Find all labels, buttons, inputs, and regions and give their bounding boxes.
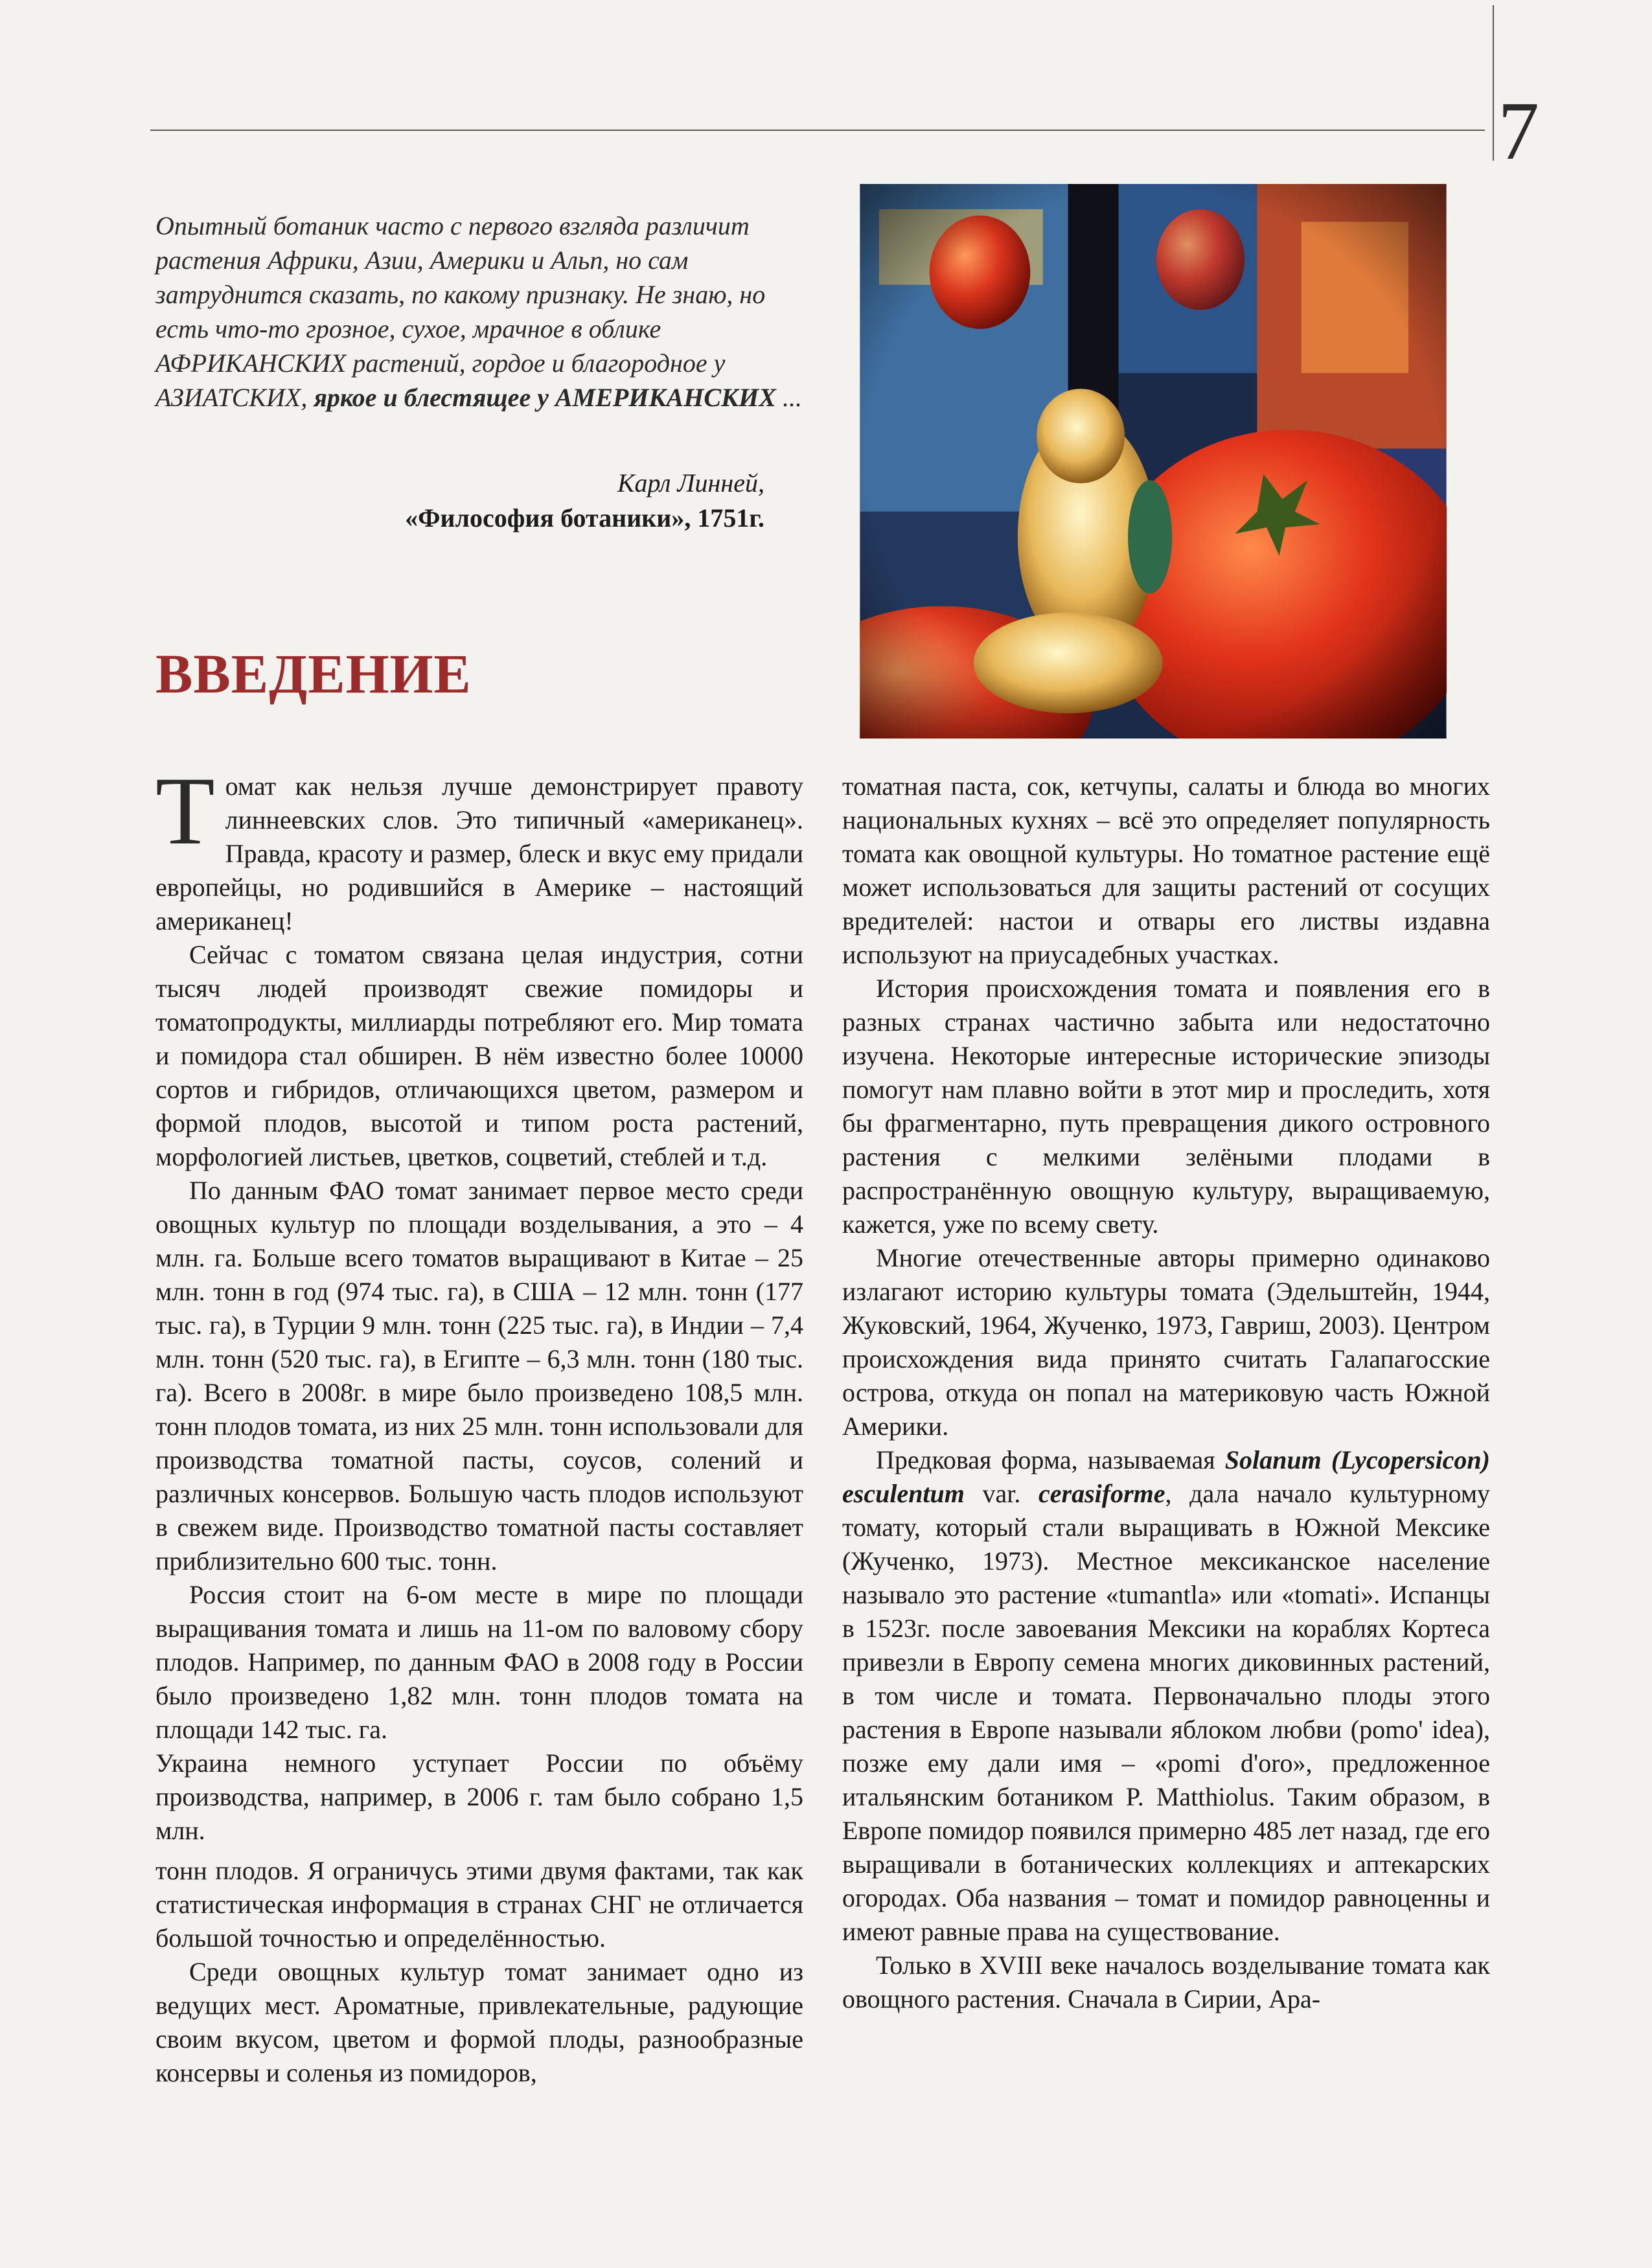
text-run: , дала начало культурному томату, который стали выращивать в Южной Мексике (Жученко, 1973). Местное мексиканское население называло это растение «tumantla» или «tomati». Испанцы в 1523г. после завоевания Мексики на кораблях Кортеса привезли в Европу семена многих диковинных растений, в том числе и томата. Первоначально плоды этого растения в Европе называли яблоком любви (pomo' idea), позже ему дали имя – «pomi d'oro», предложенное итальянским ботаником P. Matthiolus. Таким образом, в Европе помидор появился примерно 485 лет назад, где его выращивали в ботанических коллекциях и аптекарских огородах. Оба названия – томат и помидор равноценны и имеют равные права на существование. [842,1479,1491,1946]
drop-cap: Т [155,757,215,865]
paragraph: Многие отечественные авторы примерно одинаково излагают историю культуры томата (Эдельштейн, 1944, Жуковский, 1964, Жученко, 1973, Гавриш, 2003). Центром происхождения вида принято считать Галапагосские острова, откуда он попал на материковую часть Южной Америки. [842,1243,1490,1441]
paragraph: Сейчас с томатом связана целая индустрия, сотни тысяч людей производят свежие помидоры и томатопродукты, миллиарды потребляют его. Мир томата и помидора стал обширен. В нём известно более 10000 сортов и гибридов, отличающихся цветом, размером и формой плодов, высотой и типом роста растений, морфологией листьев, цветков, соцветий, стеблей и т.д. [155,940,803,1171]
intro-text: омат как нельзя лучше демонстрирует правоту линнеевских слов. Это типичный «американец». Правда, красоту и размер, блеск и вкус ему придали европейцы, но родившийся в Америке – настоящий американец! [155,772,803,935]
tomatoes-with-figurine-photo [852,176,1454,746]
page-number: 7 [1498,85,1539,177]
photo-illustration [860,184,1447,739]
epigraph [155,209,803,415]
epigraph-source: «Философия ботаники», 1751г. [405,503,764,533]
epigraph-author: Карл Линней, [617,468,764,498]
paragraph: тонн плодов. Я ограничусь этими двумя фактами, так как статистическая информация в странах СНГ не отличается большой точностью и определённостью. [155,1856,803,1953]
header-rule [150,130,1485,131]
paragraph: Россия стоит на 6-ом месте в мире по площади выращивания томата и лишь на 11-ом по валовому сбору плодов. Например, по данным ФАО в 2008 году в России было произведено 1,82 млн. тонн плодов томата на площади 142 тыс. га. [155,1580,803,1744]
epigraph-ellipsis: ... [782,383,802,412]
paragraph: История происхождения томата и появления его в разных странах частично забыта или недостаточно изучена. Некоторые интересные исторические эпизоды помогут нам плавно войти в этот мир и проследить, хотя бы фрагментарно, путь превращения дикого островного растения с мелкими зелёными плодами в распространённую овощную культуру, выращиваемую, кажется, уже по всему свету. [842,974,1490,1239]
paragraph: томатная паста, сок, кетчупы, салаты и блюда во многих национальных кухнях – всё это определяет популярность томата как овощной культуры. Но томатное растение ещё может использоваться для защиты растений от сосущих вредителей: настои и отвары его листвы издавна используют на приусадебных участках. [842,772,1490,969]
variety-name: cerasiforme [1038,1479,1165,1508]
epigraph-text: Опытный ботаник часто с первого взгляда различит растения Африки, Азии, Америки и Альп, но сам затруднится сказать, по какому признаку. Не знаю, но есть что-то грозное, сухое, мрачное в облике АФРИКАНСКИХ растений, гордое и благородное у АЗИАТСКИХ, [155,211,766,412]
left-column [155,757,803,2090]
paragraph: Среди овощных культур томат занимает одно из ведущих мест. Ароматные, привлекательные, радующие своим вкусом, цветом и формой плоды, разнообразные консервы и соленья из помидоров, [155,1957,803,2087]
page-edge-rule [1493,5,1494,161]
text-run: var. [982,1479,1021,1508]
paragraph: По данным ФАО томат занимает первое место среди овощных культур по площади возделывания, а это – 4 млн. га. Больше всего томатов выращивают в Китае – 25 млн. тонн в год (974 тыс. га), в США – 12 млн. тонн (177 тыс. га), в Турции 9 млн. тонн (225 тыс. га), в Индии – 7,4 млн. тонн (520 тыс. га), в Египте – 6,3 млн. тонн (180 тыс. га). Всего в 2008г. в мире было произведено 108,5 млн. тонн плодов томата, из них 25 млн. тонн использовали для производства томатной пасты, соусов, солений и различных консервов. Большую часть плодов используют в свежем виде. Производство томатной пасты составляет приблизительно 600 тыс. тонн. [155,1176,803,1575]
epigraph-emphasis: яркое и блестящее у АМЕРИКАНСКИХ [314,383,776,412]
paragraph: Только в XVIII веке началось возделывание томата как овощного растения. Сначала в Сирии, Ара- [842,1951,1490,2013]
text-run: Предковая форма, называемая [876,1445,1215,1474]
section-title: ВВЕДЕНИЕ [155,643,472,705]
paragraph [842,1443,1490,1949]
right-column [842,770,1490,2016]
species-name: Solanum (Lycopersicon) esculentum [842,1445,1490,1508]
paragraph: Украина немного уступает России по объёму производства, например, в 2006 г. там было собрано 1,5 млн. [155,1748,803,1845]
intro-paragraph [155,757,803,938]
